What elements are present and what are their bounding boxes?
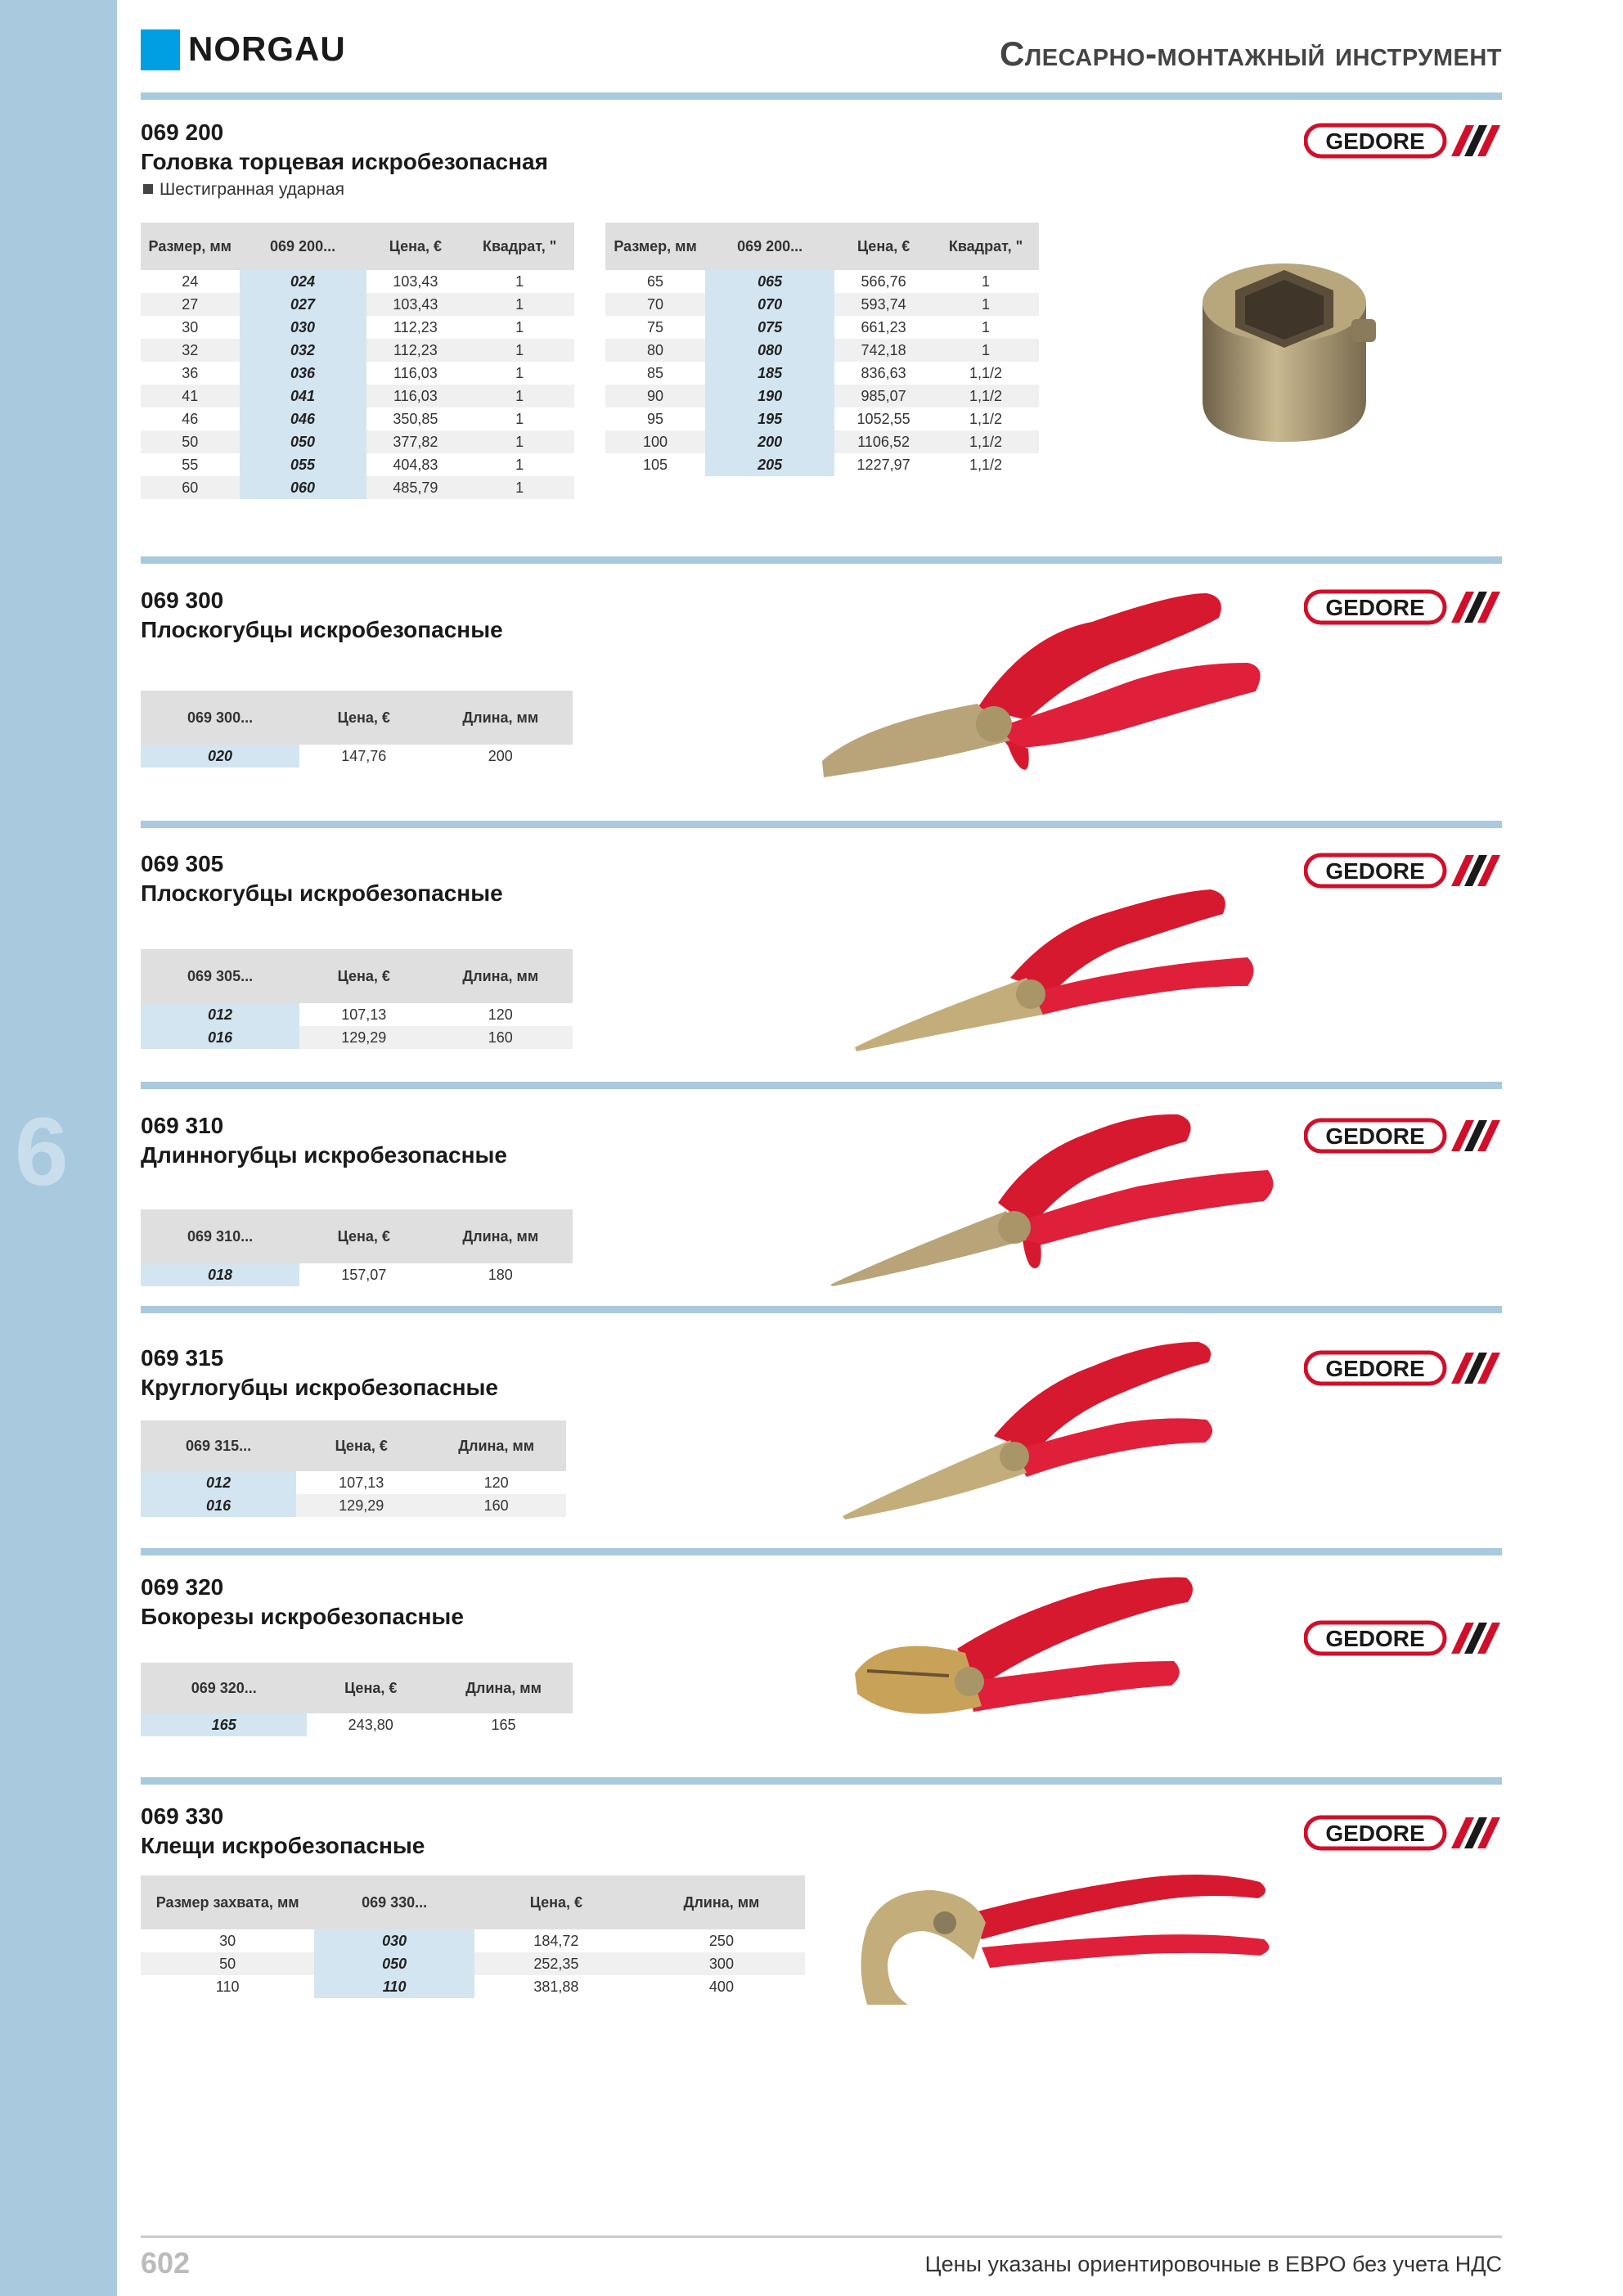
pliers-table: 069 300... Цена, € Длина, мм 020 147,76 200 xyxy=(141,691,573,768)
article-code-cell: 046 xyxy=(240,407,366,430)
long-nose-pliers-photo xyxy=(826,1105,1284,1289)
table-cell: 1106,52 xyxy=(834,430,933,453)
table-cell: 1,1/2 xyxy=(969,410,1003,427)
table-cell: 180 xyxy=(488,1266,513,1283)
article-code-cell: 205 xyxy=(705,453,834,476)
table-cell: 1 xyxy=(515,410,524,427)
table-cell: 1 xyxy=(465,339,574,362)
table-row xyxy=(141,430,574,453)
article-code-cell: 030 xyxy=(314,1929,474,1952)
product-name: Длинногубцы искробезопасные xyxy=(141,1142,507,1168)
table-cell: 381,88 xyxy=(533,1978,579,1995)
footer-divider xyxy=(141,2235,1502,2238)
table-cell: 661,23 xyxy=(861,318,906,335)
table-cell: 120 xyxy=(483,1474,509,1491)
gedore-logo xyxy=(1304,123,1500,159)
article-code-cell: 016 xyxy=(141,1494,296,1517)
product-code: 069 330 xyxy=(141,1803,224,1829)
article-code-cell: 050 xyxy=(314,1952,474,1975)
table-cell: 593,74 xyxy=(834,293,933,316)
table-cell: 350,85 xyxy=(393,410,438,427)
table-cell: 1 xyxy=(981,272,990,290)
table-row xyxy=(141,1929,805,1952)
table-cell: 27 xyxy=(141,293,240,316)
diagonal-cutters-photo xyxy=(851,1571,1203,1735)
table-cell: 1227,97 xyxy=(856,456,910,473)
table-row xyxy=(141,1026,573,1049)
table-row xyxy=(141,1263,573,1286)
article-code-cell: 020 xyxy=(141,745,299,768)
gedore-logo xyxy=(1304,589,1500,625)
article-code-cell: 041 xyxy=(240,385,366,407)
article-code-cell: 027 xyxy=(240,293,366,316)
table-cell: 116,03 xyxy=(366,385,465,407)
table-row xyxy=(141,1713,573,1736)
table-cell: 1,1/2 xyxy=(933,430,1039,453)
table-cell: 1,1/2 xyxy=(933,385,1039,407)
table-row xyxy=(605,270,1039,293)
table-row xyxy=(605,316,1039,339)
table-cell: 105 xyxy=(643,456,668,473)
table-row xyxy=(141,1494,566,1517)
article-code-cell: 110 xyxy=(314,1975,474,1998)
side-tab-number: 6 xyxy=(15,1098,69,1206)
table-cell: 1 xyxy=(465,385,574,407)
table-cell: 70 xyxy=(605,293,705,316)
table-cell: 1 xyxy=(515,272,524,290)
table-cell: 184,72 xyxy=(533,1932,579,1949)
table-cell: 60 xyxy=(141,476,240,499)
article-code-cell: 030 xyxy=(240,316,366,339)
table-row xyxy=(141,362,574,385)
product-code: 069 300 xyxy=(141,588,224,613)
table-cell: 1 xyxy=(515,364,524,381)
table-cell: 120 xyxy=(488,1006,513,1023)
table-row xyxy=(141,270,574,293)
product-name: Плоскогубцы искробезопасные xyxy=(141,617,503,642)
svg-text:GEDORE: GEDORE xyxy=(1325,1123,1425,1149)
table-row xyxy=(605,430,1039,453)
table-row xyxy=(141,1975,805,1998)
article-code-cell: 012 xyxy=(141,1003,299,1026)
pliers-table: 069 315... Цена, € Длина, мм 012 107,13 120 016 129,29 160 xyxy=(141,1420,566,1517)
table-row xyxy=(141,385,574,407)
article-code-cell: 185 xyxy=(705,362,834,385)
gedore-logo xyxy=(1304,1350,1500,1386)
gedore-logo xyxy=(1304,853,1500,889)
table-row xyxy=(605,339,1039,362)
product-name: Головка торцевая искробезопасная xyxy=(141,149,548,174)
table-row xyxy=(141,1952,805,1975)
water-pump-pliers-table: Размер захвата, мм 069 330... Цена, € Длина, мм 30 030 184,72 250 50 050 252,35 300 110 110 381,88 400 xyxy=(141,1875,805,1998)
socket-table-left: Размер, мм 069 200... Цена, € Квадрат, " 24 024 103,43 1 27 027 103,43 1 30 030 112,23 1 32 032 112,23 1 36 036 116,03 1 41 041 116,03 1 46 046 350,85 1 50 050 377,82 1 55 055 404,83 1 60 060 485,79 1 xyxy=(141,223,574,499)
table-cell: 200 xyxy=(488,747,513,764)
table-row xyxy=(605,407,1039,430)
section-divider xyxy=(141,556,1502,564)
table-cell: 50 xyxy=(141,1952,314,1975)
header-divider xyxy=(141,92,1502,100)
table-cell: 55 xyxy=(182,456,199,473)
article-code-cell: 070 xyxy=(705,293,834,316)
section-divider xyxy=(141,1548,1502,1555)
table-row xyxy=(141,1003,573,1026)
table-row xyxy=(141,293,574,316)
product-note: Шестигранная ударная xyxy=(143,180,344,200)
table-cell: 90 xyxy=(605,385,705,407)
svg-text:GEDORE: GEDORE xyxy=(1325,1356,1425,1381)
table-cell: 24 xyxy=(182,272,199,290)
table-row xyxy=(605,453,1039,476)
table-cell: 157,07 xyxy=(341,1266,387,1283)
section-divider xyxy=(141,821,1502,828)
product-name: Бокорезы искробезопасные xyxy=(141,1604,464,1629)
table-cell: 252,35 xyxy=(474,1952,638,1975)
page-number: 602 xyxy=(141,2246,191,2280)
section-title: Слесарно-монтажный инструмент xyxy=(1000,34,1502,73)
table-row xyxy=(605,385,1039,407)
combination-pliers-photo xyxy=(814,585,1272,786)
table-cell: 1 xyxy=(981,318,990,335)
water-pump-pliers-photo xyxy=(851,1857,1276,2009)
table-row xyxy=(141,316,574,339)
article-code-cell: 018 xyxy=(141,1263,299,1286)
article-code-cell: 195 xyxy=(705,407,834,430)
article-code-cell: 055 xyxy=(240,453,366,476)
table-cell: 65 xyxy=(647,272,664,290)
table-cell: 1 xyxy=(515,456,524,473)
table-cell: 243,80 xyxy=(348,1716,393,1733)
flat-nose-pliers-photo xyxy=(847,880,1264,1056)
svg-text:GEDORE: GEDORE xyxy=(1325,128,1425,154)
table-cell: 107,13 xyxy=(339,1474,384,1491)
article-code-cell: 012 xyxy=(141,1471,296,1494)
table-row xyxy=(605,362,1039,385)
svg-text:GEDORE: GEDORE xyxy=(1325,595,1425,620)
product-name: Плоскогубцы искробезопасные xyxy=(141,880,503,906)
table-cell: 85 xyxy=(647,364,664,381)
table-row xyxy=(605,293,1039,316)
pliers-table: 069 310... Цена, € Длина, мм 018 157,07 180 xyxy=(141,1209,573,1286)
table-cell: 742,18 xyxy=(834,339,933,362)
table-row xyxy=(141,745,573,768)
article-code-cell: 036 xyxy=(240,362,366,385)
table-cell: 103,43 xyxy=(366,293,465,316)
table-cell: 1,1/2 xyxy=(969,456,1003,473)
table-cell: 116,03 xyxy=(393,364,438,381)
table-cell: 100 xyxy=(605,430,705,453)
table-cell: 30 xyxy=(219,1932,236,1949)
table-row xyxy=(141,476,574,499)
footer-note: Цены указаны ориентировочные в ЕВРО без учета НДС xyxy=(924,2252,1502,2276)
article-code-cell: 200 xyxy=(705,430,834,453)
table-cell: 46 xyxy=(182,410,199,427)
table-cell: 129,29 xyxy=(299,1026,428,1049)
table-cell: 1 xyxy=(465,476,574,499)
table-cell: 1 xyxy=(465,430,574,453)
gedore-logo xyxy=(1304,1620,1500,1656)
svg-text:GEDORE: GEDORE xyxy=(1325,1821,1425,1846)
table-cell: 41 xyxy=(141,385,240,407)
article-code-cell: 075 xyxy=(705,316,834,339)
table-cell: 250 xyxy=(708,1932,734,1949)
table-cell: 1052,55 xyxy=(856,410,910,427)
article-code-cell: 080 xyxy=(705,339,834,362)
table-row xyxy=(141,1471,566,1494)
socket-table-right: Размер, мм 069 200... Цена, € Квадрат, " 65 065 566,76 1 70 070 593,74 1 75 075 661,23 1 80 080 742,18 1 85 185 836,63 1,1/2 90 190 985,07 1,1/2 95 195 1052,55 1,1/2 100 200 1106,52 1,1/2 105 205 1227,97 1,1/2 xyxy=(605,223,1039,476)
table-row xyxy=(141,339,574,362)
table-cell: 377,82 xyxy=(366,430,465,453)
table-cell: 75 xyxy=(647,318,664,335)
impact-socket-photo xyxy=(1178,245,1399,458)
cutters-table: 069 320... Цена, € Длина, мм 165 243,80 165 xyxy=(141,1663,573,1736)
section-divider xyxy=(141,1777,1502,1785)
table-cell: 80 xyxy=(605,339,705,362)
table-cell: 1,1/2 xyxy=(969,364,1003,381)
table-cell: 32 xyxy=(141,339,240,362)
table-cell: 129,29 xyxy=(296,1494,426,1517)
svg-text:GEDORE: GEDORE xyxy=(1325,1626,1425,1651)
table-cell: 112,23 xyxy=(393,318,438,335)
table-cell: 112,23 xyxy=(366,339,465,362)
article-code-cell: 165 xyxy=(141,1713,307,1736)
table-cell: 404,83 xyxy=(393,456,438,473)
article-code-cell: 016 xyxy=(141,1026,299,1049)
table-row xyxy=(141,453,574,476)
table-cell: 103,43 xyxy=(393,272,438,290)
article-code-cell: 032 xyxy=(240,339,366,362)
table-row xyxy=(141,407,574,430)
table-cell: 400 xyxy=(708,1978,734,1995)
table-cell: 50 xyxy=(141,430,240,453)
article-code-cell: 060 xyxy=(240,476,366,499)
norgau-logo-text: NORGAU xyxy=(188,29,346,68)
article-code-cell: 050 xyxy=(240,430,366,453)
table-cell: 485,79 xyxy=(366,476,465,499)
product-code: 069 310 xyxy=(141,1113,224,1138)
table-cell: 95 xyxy=(647,410,664,427)
table-cell: 836,63 xyxy=(861,364,906,381)
gedore-logo xyxy=(1304,1118,1500,1154)
table-cell: 160 xyxy=(426,1494,566,1517)
table-cell: 165 xyxy=(491,1716,516,1733)
product-code: 069 320 xyxy=(141,1574,224,1600)
table-cell: 1 xyxy=(933,293,1039,316)
table-cell: 566,76 xyxy=(861,272,906,290)
norgau-logo-mark xyxy=(141,29,180,70)
product-name: Круглогубцы искробезопасные xyxy=(141,1375,498,1400)
table-cell: 300 xyxy=(638,1952,805,1975)
section-divider xyxy=(141,1306,1502,1313)
gedore-logo xyxy=(1304,1815,1500,1851)
article-code-cell: 190 xyxy=(705,385,834,407)
table-cell: 985,07 xyxy=(834,385,933,407)
table-cell: 160 xyxy=(429,1026,573,1049)
table-cell: 110 xyxy=(215,1978,240,1995)
table-cell: 1 xyxy=(465,293,574,316)
table-cell: 30 xyxy=(182,318,199,335)
product-code: 069 315 xyxy=(141,1345,224,1371)
article-code-cell: 024 xyxy=(240,270,366,293)
product-name: Клещи искробезопасные xyxy=(141,1833,425,1858)
table-cell: 147,76 xyxy=(341,747,387,764)
product-code: 069 305 xyxy=(141,851,224,876)
article-code-cell: 065 xyxy=(705,270,834,293)
product-code: 069 200 xyxy=(141,119,224,145)
table-cell: 36 xyxy=(182,364,199,381)
round-nose-pliers-photo xyxy=(838,1338,1223,1522)
table-cell: 1 xyxy=(515,318,524,335)
svg-text:GEDORE: GEDORE xyxy=(1325,858,1425,884)
table-cell: 1 xyxy=(933,339,1039,362)
section-divider xyxy=(141,1082,1502,1089)
pliers-table: 069 305... Цена, € Длина, мм 012 107,13 120 016 129,29 160 xyxy=(141,949,573,1049)
table-cell: 107,13 xyxy=(341,1006,387,1023)
